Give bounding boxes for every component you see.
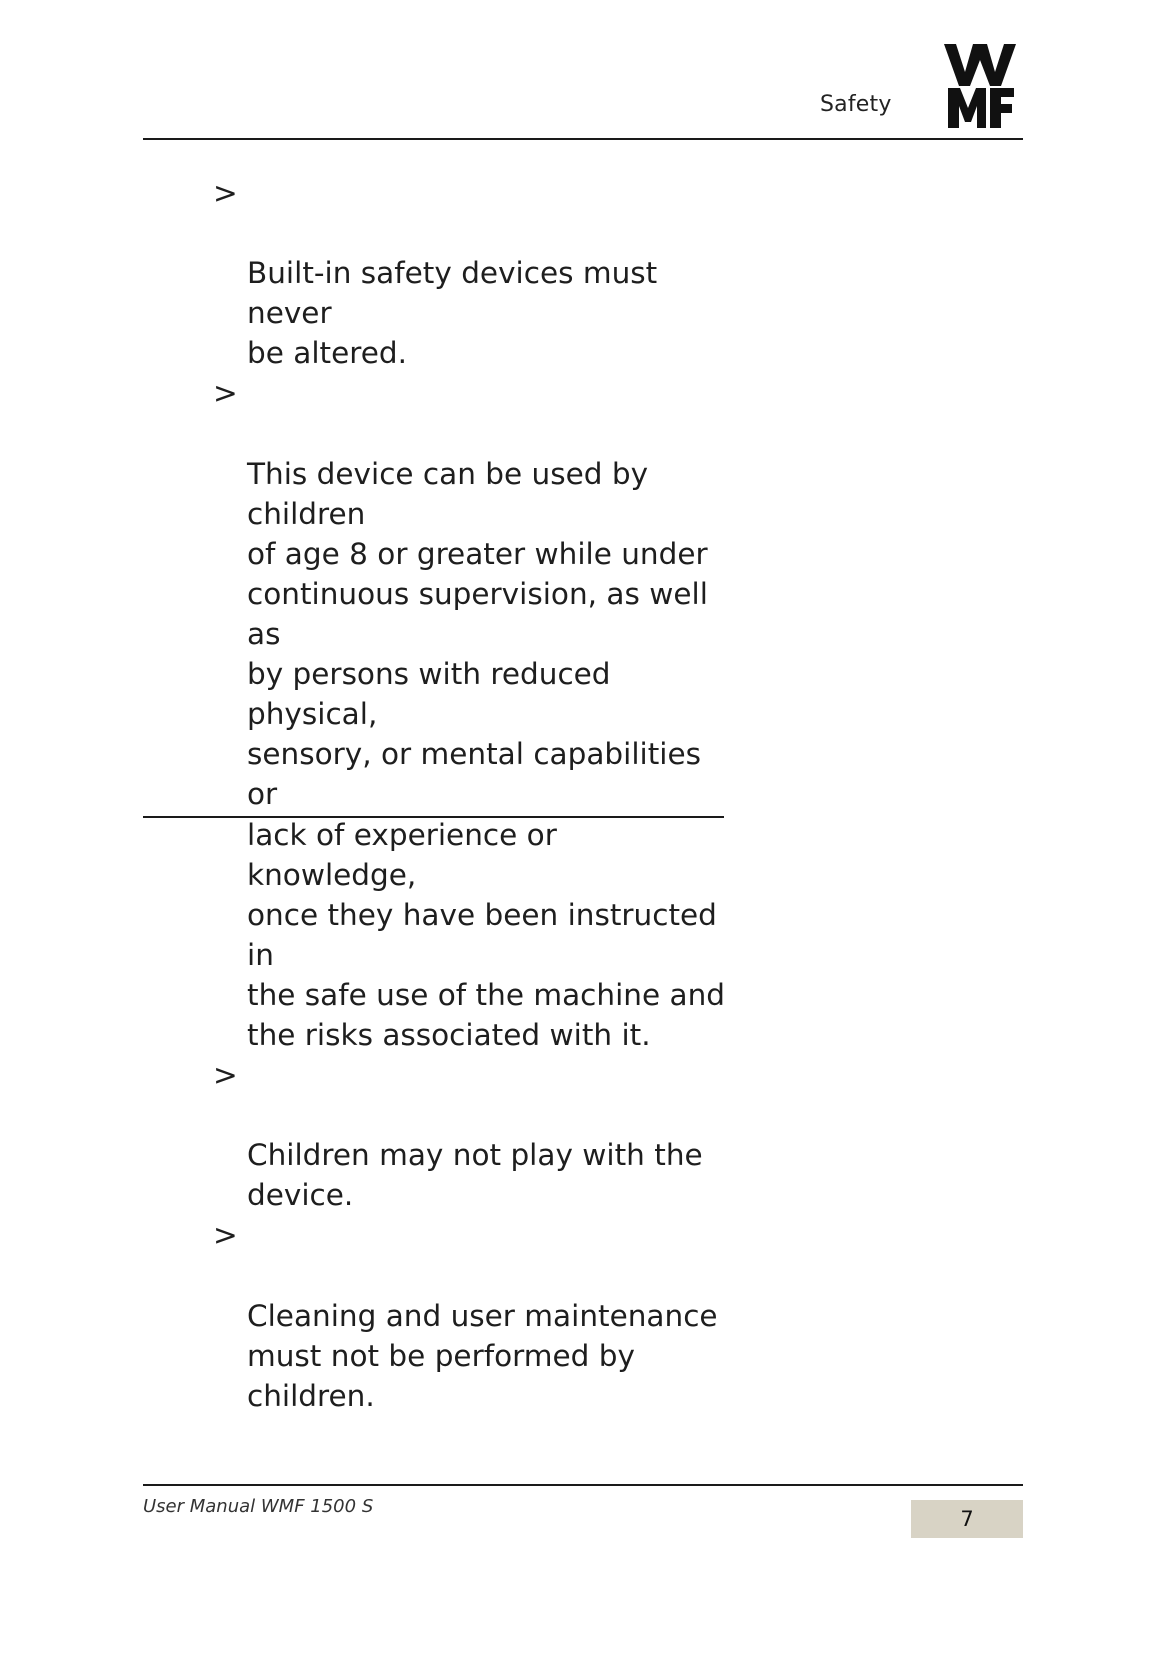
list-item (213, 373, 733, 1055)
list-item (213, 1055, 733, 1215)
safety-bullet-list (213, 173, 733, 1416)
bullet-text: Cleaning and user maintenance must not be performed by children. (247, 1298, 718, 1413)
page-number-box (911, 1500, 1023, 1538)
bullet-text: This device can be used by children of age 8 or greater while under continuous supervision, as well as by persons with reduced physical, sensory, or mental capabilities or lack of experience or knowledge, once they have been instructed in the safe use of the machine and the risks associated with it. (247, 456, 725, 1052)
footer-manual-title: User Manual WMF 1500 S (143, 1496, 374, 1517)
bullet-text: Children may not play with the device. (247, 1138, 703, 1213)
bullet-marker: > (213, 176, 238, 210)
section-end-divider (143, 816, 724, 818)
bullet-text: Built-in safety devices must never be altered. (247, 256, 658, 371)
bullet-marker: > (213, 376, 238, 411)
header-divider (143, 138, 1023, 140)
bullet-marker: > (213, 1218, 238, 1253)
list-item (213, 1215, 733, 1415)
bullet-marker: > (213, 1058, 238, 1093)
list-item (213, 173, 733, 373)
footer-divider (143, 1484, 1023, 1486)
page-number: 7 (960, 1507, 974, 1531)
page-section-title: Safety (820, 92, 892, 117)
wmf-logo-icon (944, 44, 1016, 130)
